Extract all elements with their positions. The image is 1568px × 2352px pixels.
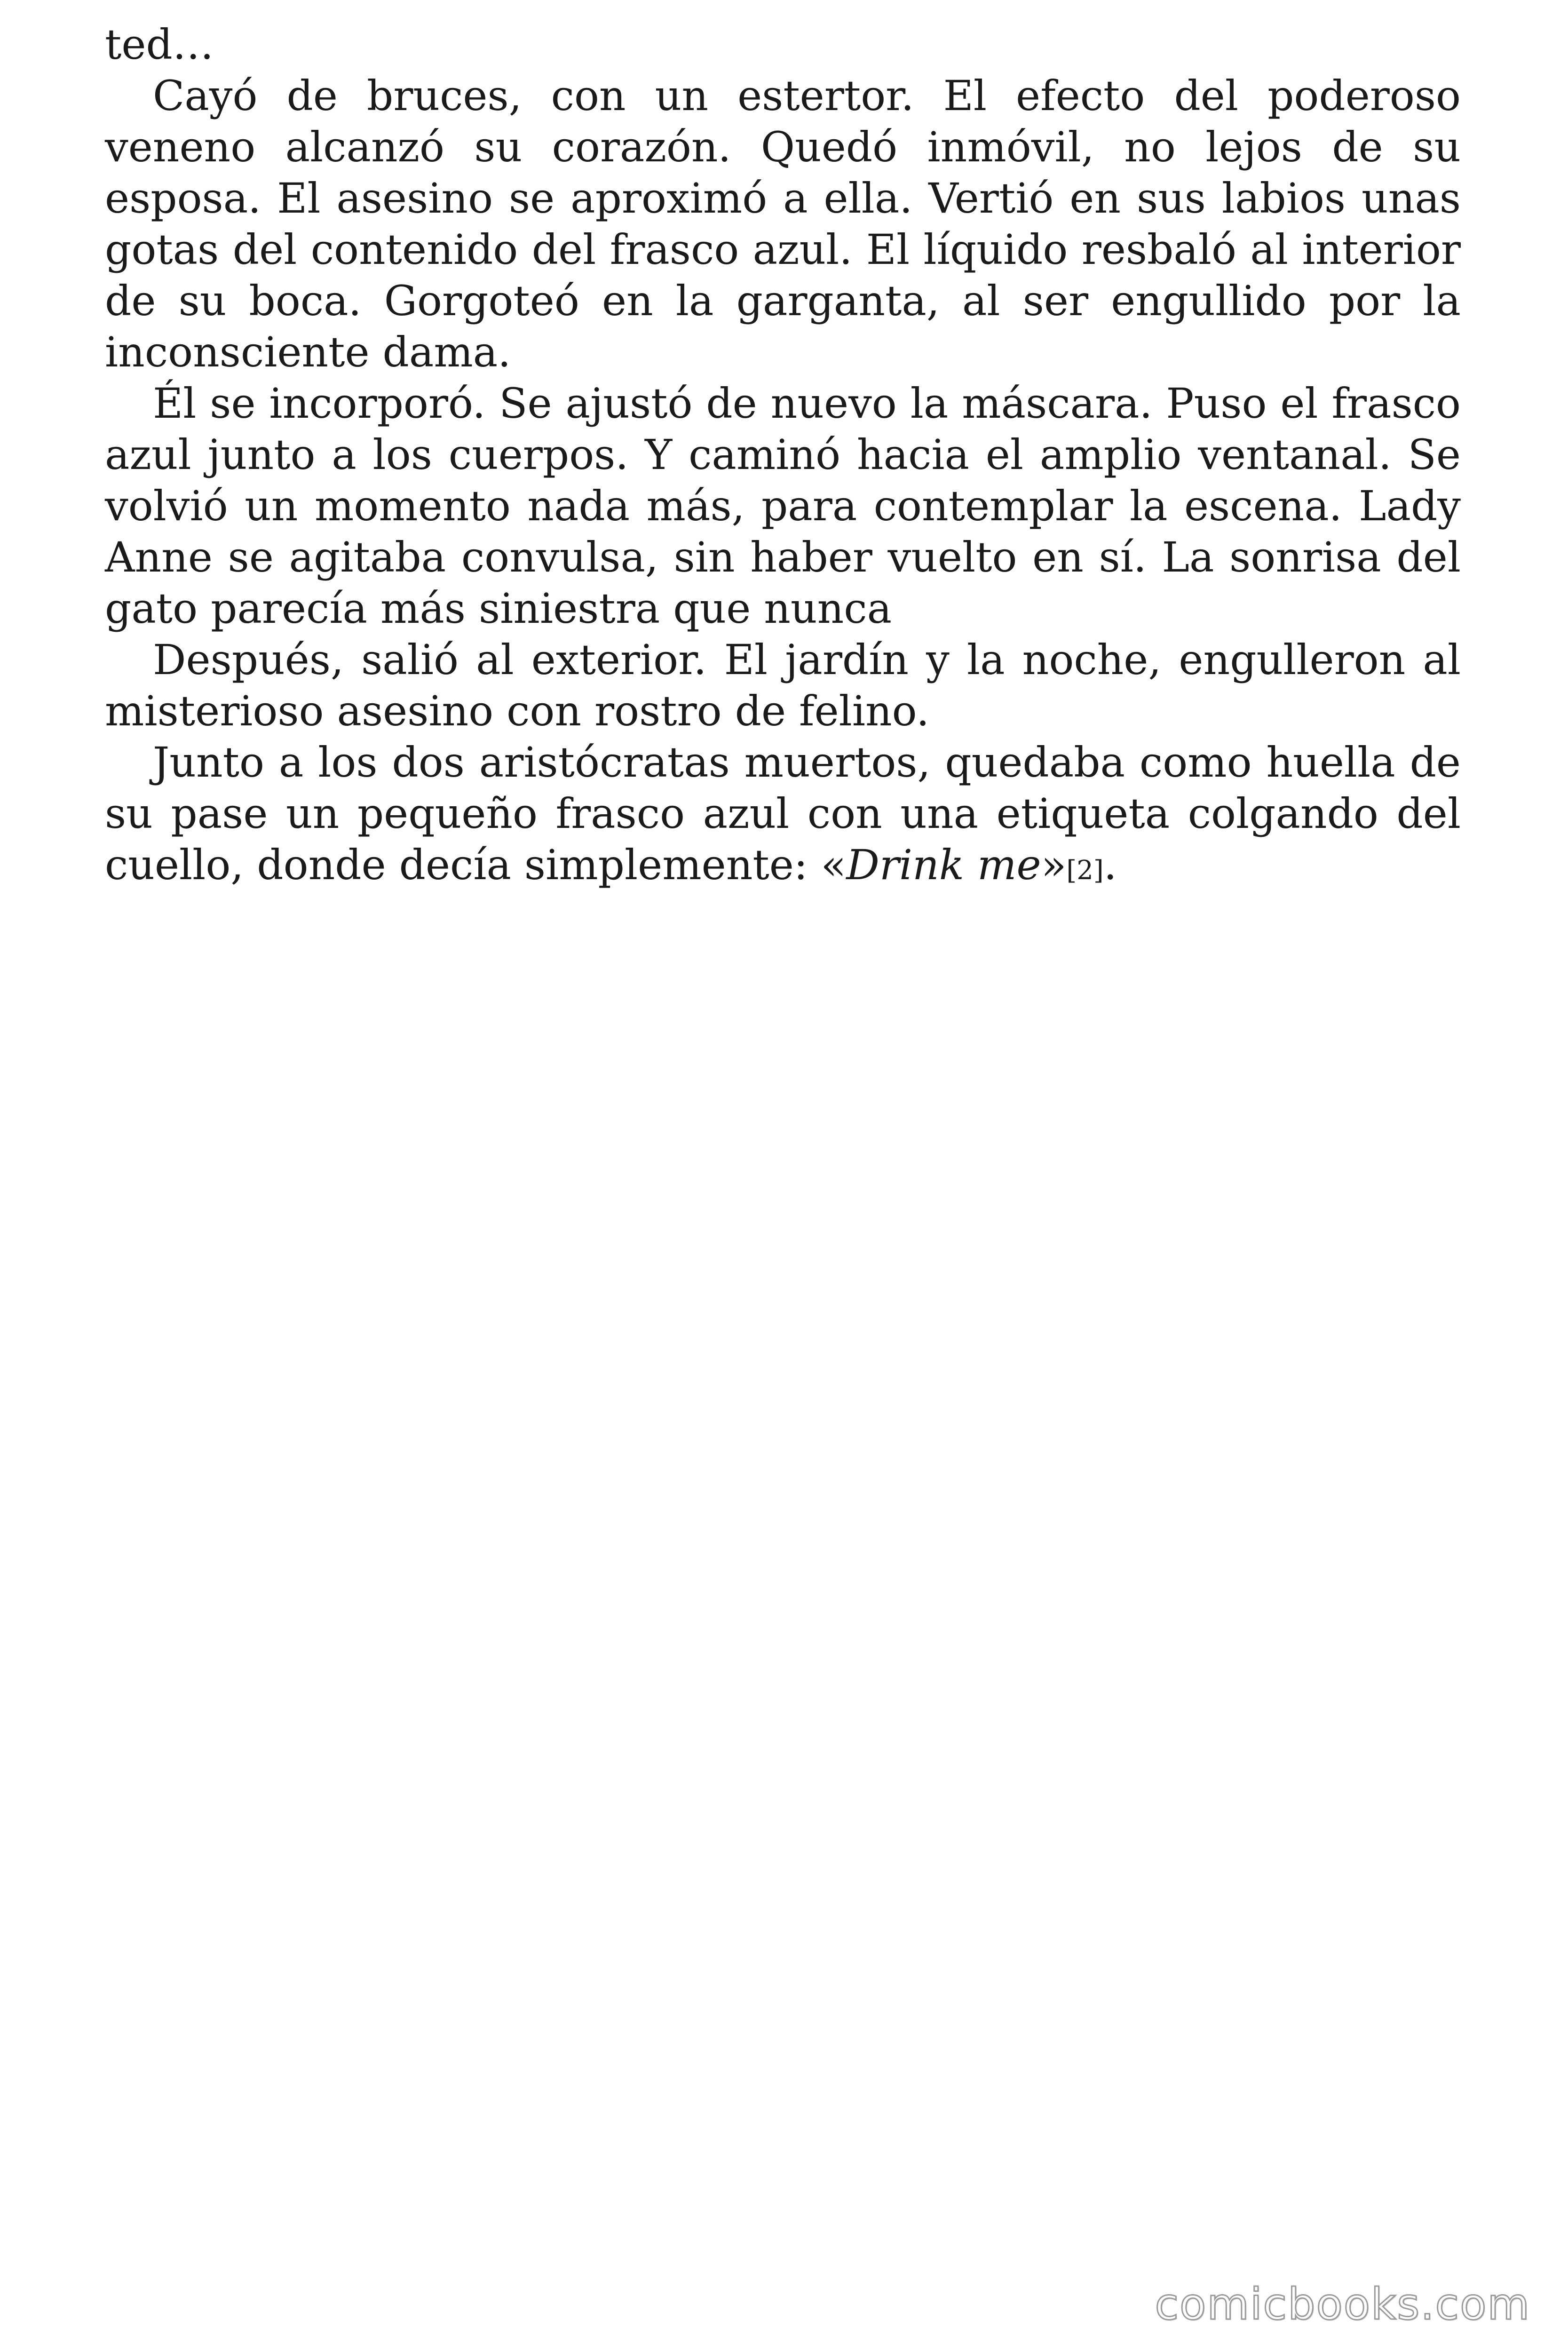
quote-text: Drink me — [846, 841, 1041, 889]
page-content — [105, 19, 1461, 896]
paragraph-final — [105, 737, 1461, 896]
watermark-logo: comicbooks.com — [1155, 2279, 1530, 2329]
quote-close: » — [1041, 841, 1067, 889]
paragraph-continuation: ted… — [105, 20, 214, 69]
paragraph: Después, salió al exterior. El jardín y la noche, engulleron al misterioso asesino con rostro de felino. — [105, 636, 1461, 735]
closing-period: . — [1103, 841, 1117, 889]
paragraph-text: Junto a los dos aristócratas muertos, quedaba como huella de su pase un pequeño frasco azul con una etiqueta colgando del cuello, donde decía simplemente: — [105, 738, 1461, 889]
paragraph: Él se incorporó. Se ajustó de nuevo la máscara. Puso el frasco azul junto a los cuerpos. Y caminó hacia el amplio ventanal. Se volvió un momento nada más, para contemplar la escena. Lady Anne se agitaba convulsa, sin haber vuelto en sí. La sonrisa del gato parecía más siniestra que nunca — [105, 379, 1461, 633]
paragraph: Cayó de bruces, con un estertor. El efecto del poderoso veneno alcanzó su corazón. Quedó inmóvil, no lejos de su esposa. El asesino se aproximó a ella. Vertió en sus labios unas gotas del contenido del frasco azul. El líquido resbaló al interior de su boca. Gorgoteó en la garganta, al ser engullido por la inconsciente dama. — [105, 72, 1461, 376]
quote-open: « — [821, 841, 847, 889]
footnote-link[interactable]: [2] — [1066, 855, 1104, 886]
